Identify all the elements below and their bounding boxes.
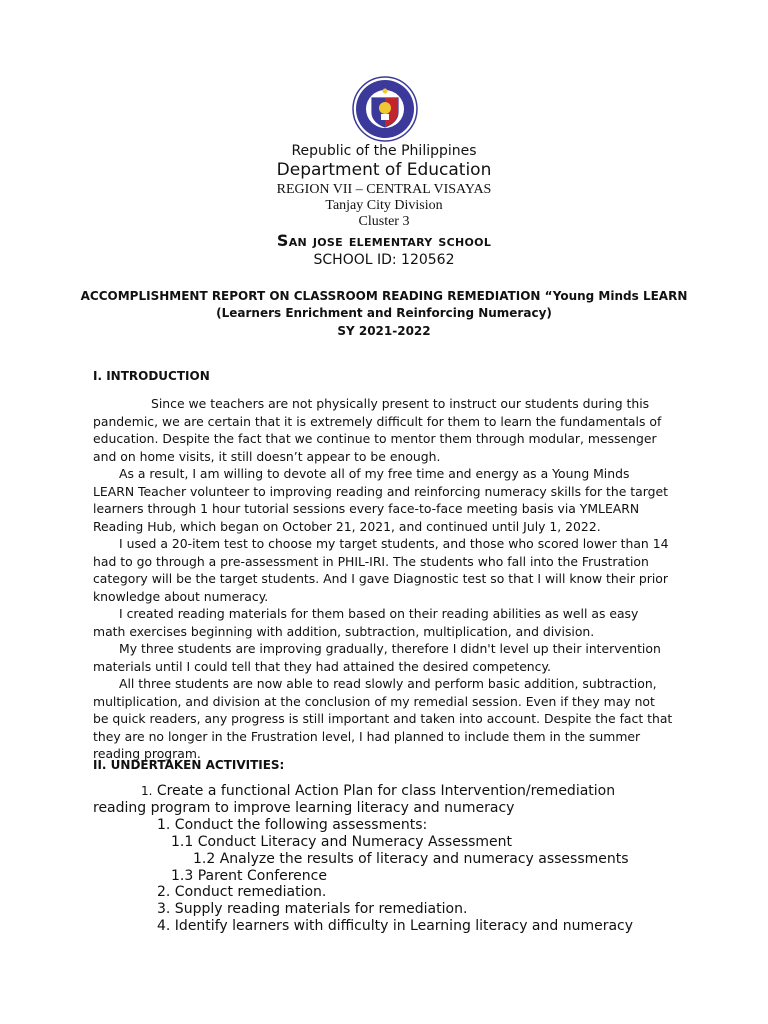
- paragraph: I used a 20-item test to choose my target students, and those who scored lower than 14 had to go through a pre-assessment in PHIL-IRI. The students who fall into the Frustration category will be the target students. And I gave Diagnostic test so that I will know their prior knowledge about numeracy.: [93, 536, 669, 604]
- list-item: 1.2 Analyze the results of literacy and numeracy assessments: [193, 850, 629, 867]
- division-line: Tanjay City Division: [325, 198, 443, 213]
- region-line: REGION VII – CENTRAL VISAYAS: [276, 182, 492, 197]
- list-item: 1.3 Parent Conference: [171, 867, 327, 884]
- introduction-heading: I. INTRODUCTION: [93, 369, 210, 383]
- report-title-line2: (Learners Enrichment and Reinforcing Numeracy): [216, 306, 552, 320]
- list-number: 1.: [141, 784, 153, 798]
- department-line: Department of Education: [276, 160, 492, 180]
- list-item: reading program to improve learning literacy and numeracy: [93, 799, 515, 816]
- introduction-body: [93, 395, 673, 763]
- activities-list: [93, 783, 693, 935]
- report-title-line1: ACCOMPLISHMENT REPORT ON CLASSROOM READING REMEDIATION “Young Minds LEARN: [80, 289, 688, 303]
- list-item: [93, 783, 693, 800]
- list-item: 3. Supply reading materials for remediation.: [157, 901, 468, 918]
- list-item-text: Create a functional Action Plan for class Intervention/remediation: [156, 783, 616, 799]
- report-title-line3: SY 2021-2022: [337, 324, 431, 338]
- paragraph: I created reading materials for them based on their reading abilities as well as easy math exercises beginning with addition, subtraction, multiplication, and division.: [93, 606, 639, 639]
- list-item: 4. Identify learners with difficulty in Learning literacy and numeracy: [157, 918, 634, 935]
- paragraph: My three students are improving gradually, therefore I didn't level up their intervention materials until I could tell that they had attained the desired competency.: [93, 641, 661, 674]
- school-id: SCHOOL ID: 120562: [313, 252, 455, 268]
- paragraph: Since we teachers are not physically present to instruct our students during this pandemic, we are certain that it is extremely difficult for them to learn the fundamentals of education. Despite the fact that we continue to mentor them through modular, messenger and on home visits, it still doesn’t appear to be enough.: [93, 396, 662, 464]
- cluster-line: Cluster 3: [358, 214, 410, 229]
- paragraph: As a result, I am willing to devote all of my free time and energy as a Young Minds LEARN Teacher volunteer to improving reading and reinforcing numeracy skills for the target learners through 1 hour tutorial sessions every face-to-face meeting basis via YMLEARN Reading Hub, which began on October 21, 2021, and continued until July 1, 2022.: [93, 466, 668, 534]
- deped-seal-icon: [352, 76, 418, 142]
- list-item: 1.1 Conduct Literacy and Numeracy Assessment: [171, 833, 513, 850]
- list-item: 1. Conduct the following assessments:: [157, 816, 428, 833]
- list-item: 2. Conduct remediation.: [157, 884, 327, 901]
- republic-line: Republic of the Philippines: [291, 143, 477, 159]
- activities-heading: II. UNDERTAKEN ACTIVITIES:: [93, 758, 285, 772]
- paragraph: All three students are now able to read slowly and perform basic addition, subtraction, multiplication, and division at the conclusion of my remedial session. Even if they may not be quick readers, any progress is still important and taken into account. Despite the fact that they are no longer in the Frustration level, I had planned to include them in the summer reading program.: [93, 676, 673, 761]
- school-name: San jose elementary school: [276, 231, 492, 250]
